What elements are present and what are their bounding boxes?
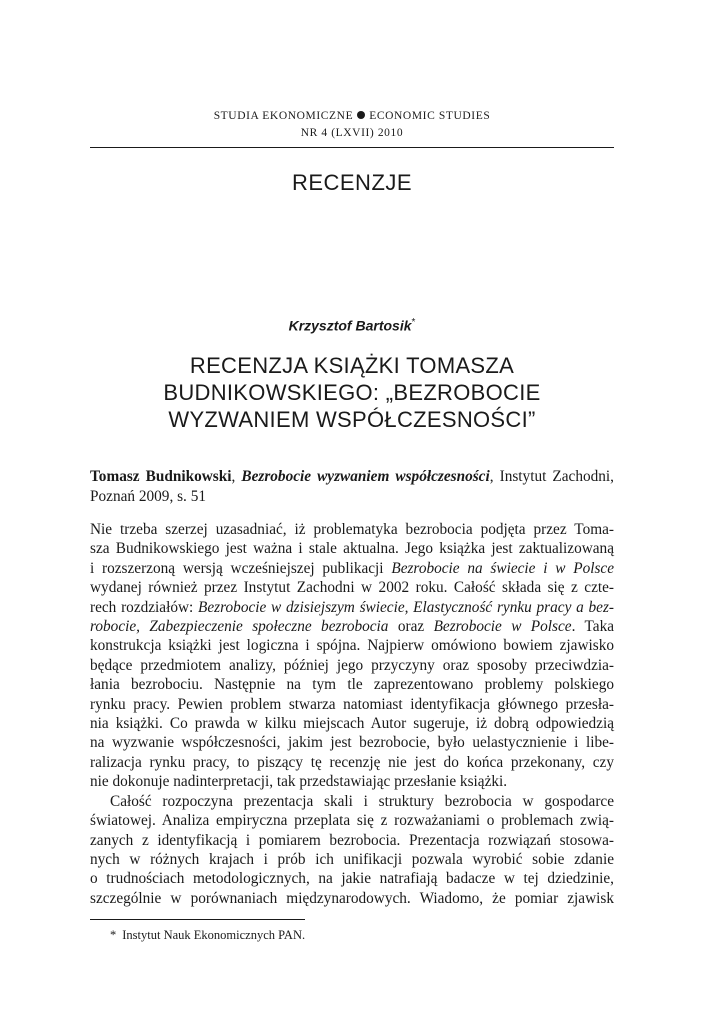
text-line: łania bezrobociu. Następnie na tym tle zaprezentowano problemy polskiego xyxy=(90,676,614,694)
text-line: ralizacja rynku pracy, to piszący tę recenzję nie jest do końca przekonany, czy xyxy=(90,753,614,771)
book-publisher: Instytut Zachodni, xyxy=(499,468,614,485)
text-line: na wyzwanie współczesności, jakim jest bezrobocie, było uelastycznienie i libe- xyxy=(90,734,614,752)
text-line: światowej. Analiza empiryczna przeplata się z rozważaniami o problemach zwią- xyxy=(90,812,614,830)
text-line: będące przedmiotem analizy, później jego przyczyny oraz sposoby przeciwdzia- xyxy=(90,656,614,674)
review-body xyxy=(90,520,614,908)
section-title: RECENZJE xyxy=(291,170,413,195)
author-footnote-marker: * xyxy=(411,317,416,328)
title-line: WYZWANIEM WSPÓŁCZESNOŚCI” xyxy=(168,407,536,432)
book-author: Tomasz Budnikowski xyxy=(90,468,232,485)
journal-name-polish: STUDIA EKONOMICZNE xyxy=(213,110,354,122)
title-line: RECENZJA KSIĄŻKI TOMASZA xyxy=(189,353,515,378)
title-line: BUDNIKOWSKIEGO: „BEZROBOCIE xyxy=(163,380,541,405)
text-line: Całość rozpoczyna prezentacja skali i struktury bezrobocia w gospodarce xyxy=(110,792,614,810)
text-line: konstrukcja książki jest logiczna i spójna. Najpierw omówiono bowiem zjawisko xyxy=(90,637,614,655)
text-line: nie dokonuje nadinterpretacji, tak przedstawiając przesłanie książki. xyxy=(90,773,508,791)
text-line: robocie, Zabezpieczenie społeczne bezrobocia oraz Bezrobocie w Polsce. Taka xyxy=(90,618,615,636)
journal-name xyxy=(90,108,614,125)
citation-line: Poznań 2009, s. 51 xyxy=(90,487,206,505)
header-rule xyxy=(90,147,614,148)
footnote xyxy=(110,928,305,943)
citation-line: Tomasz Budnikowski, Bezrobocie wyzwaniem współczesności, Instytut Zachodni, xyxy=(90,468,614,485)
text-line: nych w różnych krajach i prób ich unifikacji pozwala wyrobić sobie zdanie xyxy=(90,850,614,868)
book-citation xyxy=(90,467,614,506)
article-title xyxy=(90,352,614,433)
text-line: i rozszerzoną wersją wcześniejszej publikacji Bezrobocie na świecie i w Polsce xyxy=(90,559,615,577)
footnote-text: Instytut Nauk Ekonomicznych PAN. xyxy=(122,928,306,942)
author-name: Krzysztof Bartosik xyxy=(288,317,412,334)
text-line: wydanej również przez Instytut Zachodni w 2002 roku. Całość składa się z czte- xyxy=(90,579,614,597)
article-author xyxy=(90,317,614,334)
text-line: szczególnie w porównaniach międzynarodowych. Wiadomo, że pomiar zjawisk xyxy=(90,889,614,907)
journal-header xyxy=(90,108,614,142)
text-line: nia książki. Co prawda w kilku miejscach Autor sugeruje, iż dobrą odpowiedzią xyxy=(90,715,614,733)
text-line: Nie trzeba szerzej uzasadniać, iż problematyka bezrobocia podjęta przez Toma- xyxy=(90,521,614,538)
bullet-separator-icon xyxy=(357,111,365,119)
text-line: zanych z identyfikacją i pomiarem bezrobocia. Prezentacja rozwiązań stosowa- xyxy=(90,831,614,849)
text-line: rech rozdziałów: Bezrobocie w dzisiejszym świecie, Elastyczność rynku pracy a bez- xyxy=(90,598,614,616)
text-line: o trudnościach metodologicznych, na jakie natrafiają badacze w tej dziedzinie, xyxy=(90,870,614,888)
book-title: Bezrobocie wyzwaniem współczesności xyxy=(241,468,490,485)
text-line: rynku pracy. Pewien problem stwarza natomiast identyfikacja głównego przesła- xyxy=(90,695,614,713)
footnote-marker: * xyxy=(110,928,117,942)
footnote-rule xyxy=(90,919,305,920)
text-line: sza Budnikowskiego jest ważna i stale aktualna. Jego książka jest zaktualizowaną xyxy=(90,540,614,558)
issue-number: NR 4 (LXVII) 2010 xyxy=(300,127,404,139)
journal-name-english: ECONOMIC STUDIES xyxy=(369,110,491,122)
